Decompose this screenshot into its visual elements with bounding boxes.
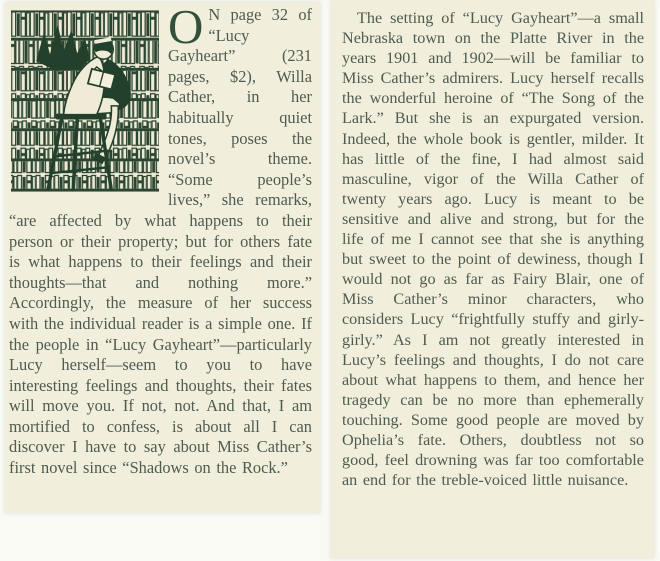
drop-cap: O [168, 0, 204, 54]
right-column-text: The setting of “Lucy Gayheart”—a small Nebraska town on the Platte River in the years 1901 and 1902—will be familiar to Miss Cather’s admirers. Lucy herself recalls the wonderful heroine of “The Song of the Lark.” But she is an expurgated version. Indeed, the whole book is gentler, milder. It has little of the fine, I had almost said masculine, vigor of the Willa Cather of twenty years ago. Lucy is meant to be sensitive and alive and strong, but for the life of me I cannot see that she is anything but sweet to the point of dewiness, though I would not go as far as Fairy Blair, one of Miss Cather’s minor characters, who considers Lucy “frightfully stuffy and girly-girly.” As I am not greatly interested in Lucy’s feelings and thoughts, I do not care about what happens to them, and hence her tragedy can be no more than ephemerally touching. Some good people are moved by Ophelia’s fate. Others, doubtless not so good, feel drowning was far too comfortable an end for the treble-voiced little nuisance. [342, 9, 644, 490]
left-column-body: N page 32 of “Lucy Gayheart” (231 pages, $2), Willa Cather, in her habitually quiet tones, poses the novel’s theme. “Some people’s lives,” she remarks, “are affected by what happens to their person or their property; but for others fate is what happens to their feelings and their thoughts—that and nothing more.” Accordingly, the measure of her success with the individual reader is a simple one. If the people in “Lucy Gayheart”—particularly Lucy herself—seem to you to have interesting feelings and thoughts, their fates will move you. If not, not. And that, I am mortified to confess, is about all I can discover I have to say about Miss Cather’s first novel since “Shadows on the Rock.” [9, 5, 312, 478]
woodcut-reader-icon [11, 8, 159, 194]
library-reader-woodcut-illustration [11, 8, 159, 194]
right-column-clipping [331, 0, 654, 558]
left-column-clipping [5, 2, 320, 513]
